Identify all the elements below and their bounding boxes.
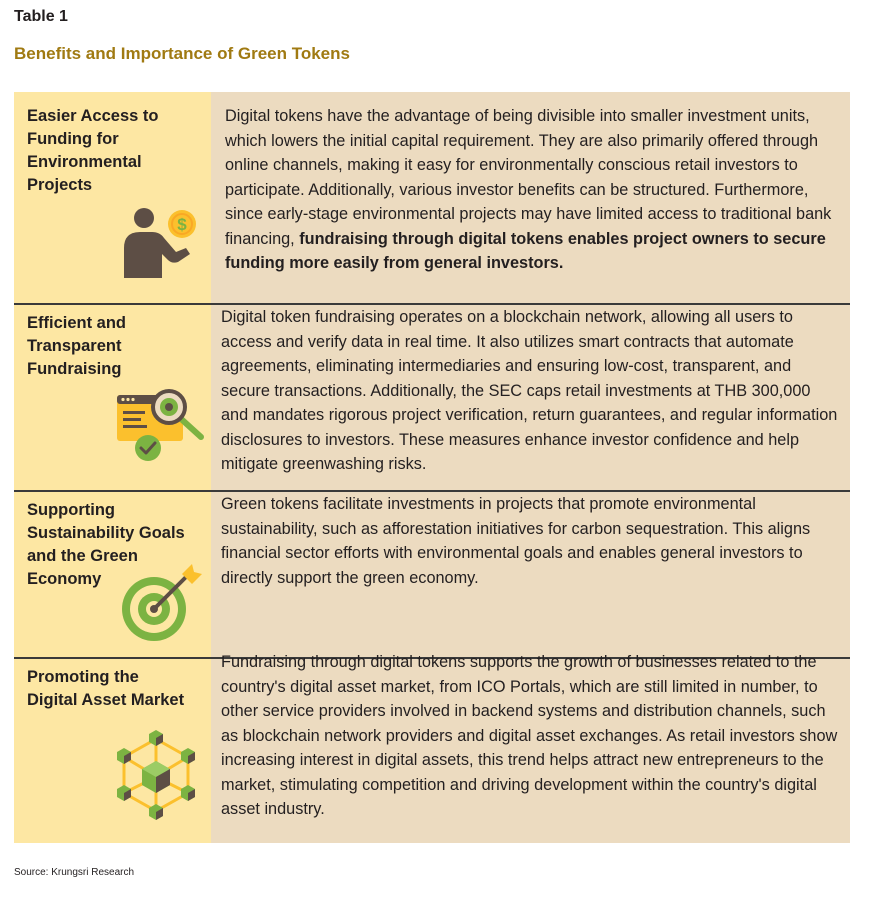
row-body (225, 104, 840, 276)
row-title-cell (14, 492, 211, 657)
table-label: Table 1 (14, 8, 68, 25)
row-title-line: Funding for (27, 130, 119, 148)
document-magnifier-check-icon (115, 385, 207, 465)
row-title-cell (14, 659, 211, 843)
row-title-line: Sustainability Goals (27, 524, 185, 542)
target-arrow-icon (116, 564, 202, 644)
row-body-text: Fundraising through digital tokens supports the growth of businesses related to the country's digital asset market, from ICO Portals, which are still limited in number, to other service providers involved in backend systems and distribution channels, such as blockchain network providers and digital asset exchanges. As retail investors show increasing interest in digital assets, this trend helps attract new entrepreneurs to the market, stimulating competition and driving development within the country's digital asset industry. (221, 653, 838, 818)
row-title (27, 666, 184, 712)
row-body-text: Digital token fundraising operates on a blockchain network, allowing all users to access and verify data in real time. It also utilizes smart contracts that automate agreements, eliminating intermediaries and ensuring low-cost, transparent, and secure transactions. Additionally, the SEC caps retail investments at THB 300,000 and mandates rigorous project verification, return guarantees, and regular information disclosures to investors. These measures enhance investor confidence and help mitigate greenwashing risks. (221, 308, 838, 473)
row-title-line: Efficient and (27, 314, 127, 332)
table-row (14, 305, 850, 490)
row-body-emphasis: fundraising through digital tokens enables project owners to secure funding more easily from general investors. (225, 229, 826, 272)
source-note: Source: Krungsri Research (14, 867, 135, 878)
row-body-text: Digital tokens have the advantage of being divisible into smaller investment units, which lowers the initial capital requirement. They are also primarily offered through online channels, making it easy for environmentally conscious retail investors to participate. Additionally, various investor benefits can be structured. Furthermore, since early-stage environmental projects may have limited access to traditional bank financing, (225, 107, 832, 248)
row-body (221, 492, 840, 590)
row-title-line: Projects (27, 176, 93, 194)
row-title-line: Digital Asset Market (27, 691, 185, 709)
row-title-line: Economy (27, 570, 102, 588)
row-title-line: Fundraising (27, 360, 122, 378)
blockchain-network-icon (108, 727, 204, 823)
investor-dollar-icon (116, 204, 206, 280)
table-title: Benefits and Importance of Green Tokens (14, 44, 350, 63)
row-body-text: Green tokens facilitate investments in projects that promote environmental sustainability, such as afforestation initiatives for carbon sequestration. This aligns financial sector efforts with environmental goals and enables general investors to directly support the green economy. (221, 495, 811, 587)
row-title-line: Promoting the (27, 668, 139, 686)
row-title-line: Transparent (27, 337, 122, 355)
row-title-line: Environmental (27, 153, 142, 171)
table-row (14, 92, 850, 303)
row-title-cell (14, 305, 211, 490)
row-body (221, 305, 840, 477)
row-title-line: and the Green (27, 547, 138, 565)
row-title-cell (14, 92, 211, 303)
table-row (14, 492, 850, 657)
table-row (14, 653, 850, 843)
row-title-line: Supporting (27, 501, 115, 519)
svg-text:$: $ (177, 215, 187, 234)
row-title (27, 312, 126, 381)
row-title (27, 105, 158, 197)
row-body (221, 650, 840, 822)
row-title-line: Easier Access to (27, 107, 159, 125)
